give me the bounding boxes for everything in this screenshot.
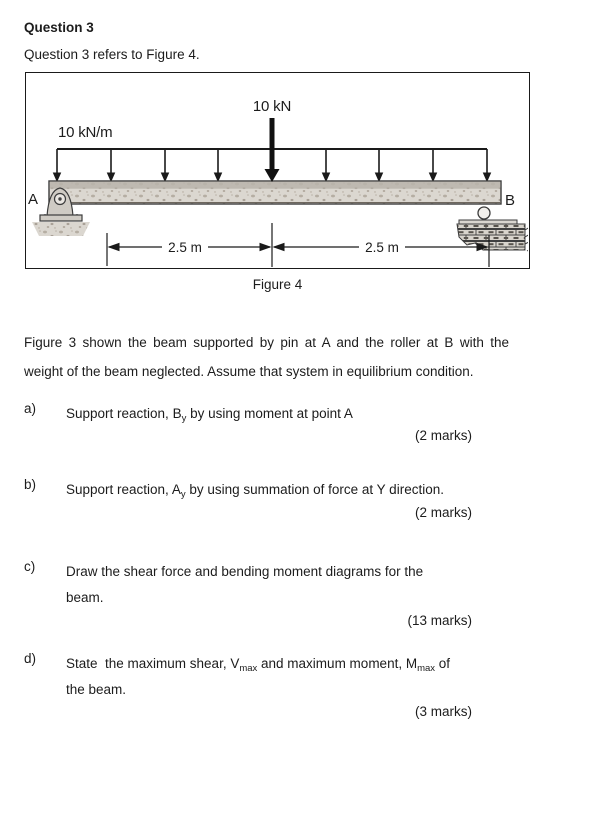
description-line-1: Figure 3 shown the beam supported by pin at A and the roller at B with the (24, 335, 509, 350)
item-d-line-2: the beam. (66, 682, 127, 697)
item-d-marks: (3 marks) (415, 704, 472, 719)
support-a-label: A (28, 191, 38, 208)
dimension-lines (107, 223, 489, 267)
question-description (24, 328, 509, 386)
question-intro: Question 3 refers to Figure 4. (24, 47, 200, 62)
item-c-marks: (13 marks) (407, 613, 472, 628)
load-arrow (484, 149, 491, 181)
figure-caption: Figure 4 (252, 277, 303, 292)
item-a-post: by using moment at point A (186, 406, 353, 421)
load-arrow (323, 149, 330, 181)
question-heading: Question 3 (24, 20, 94, 35)
description-line-2: weight of the beam neglected. Assume that system in equilibrium condition. (24, 364, 474, 379)
load-arrow (430, 149, 437, 181)
dim-arrowhead (109, 244, 119, 251)
ground-hatch (32, 222, 90, 236)
item-a-subscript: y (181, 413, 187, 424)
dim-right-label: 2.5 m (365, 240, 399, 255)
item-d-seg2: and maximum moment, M (257, 656, 418, 671)
brick-wall (457, 224, 525, 250)
beam (49, 181, 501, 204)
item-d-subscript-2: max (417, 663, 436, 674)
load-arrow (376, 149, 383, 181)
pin-center-dot (58, 197, 61, 200)
load-arrow (108, 149, 115, 181)
pin-base-plate (40, 215, 82, 221)
item-d-label: d) (24, 651, 37, 666)
item-b-post: by using summation of force at Y direction. (185, 482, 444, 497)
beam-top-band (50, 182, 501, 189)
item-a-marks: (2 marks) (415, 428, 472, 443)
item-a-text (66, 401, 518, 427)
distributed-load-label: 10 kN/m (58, 124, 113, 141)
item-c-text (66, 559, 518, 611)
item-c-line-1: Draw the shear force and bending moment diagrams for the (66, 564, 424, 579)
load-arrow (215, 149, 222, 181)
item-b-subscript: y (180, 489, 186, 500)
roller-circle (478, 207, 490, 219)
support-b-label: B (505, 192, 515, 209)
beam-diagram (26, 73, 528, 267)
dim-arrowhead (274, 244, 284, 251)
item-c-line-2: beam. (66, 590, 104, 605)
point-load-label: 10 kN (252, 98, 292, 115)
roller-support-b (457, 207, 528, 251)
item-b-text (66, 477, 518, 503)
item-b-label: b) (24, 477, 37, 492)
item-d-subscript-1: max (239, 663, 258, 674)
item-d-text (66, 651, 518, 703)
item-b-marks: (2 marks) (415, 505, 472, 520)
figure-4-frame (25, 72, 530, 269)
item-a-label: a) (24, 401, 37, 416)
item-a-pre: Support reaction, B (66, 406, 182, 421)
load-arrow (162, 149, 169, 181)
item-d-seg1: State the maximum shear, V (66, 656, 240, 671)
dim-arrowhead (260, 244, 270, 251)
roller-plate (459, 220, 517, 224)
dim-left-label: 2.5 m (168, 240, 202, 255)
item-d-line-1 (66, 651, 518, 677)
item-d-seg3: of (435, 656, 451, 671)
item-b-pre: Support reaction, A (66, 482, 181, 497)
item-c-label: c) (24, 559, 36, 574)
load-arrow (54, 149, 61, 181)
